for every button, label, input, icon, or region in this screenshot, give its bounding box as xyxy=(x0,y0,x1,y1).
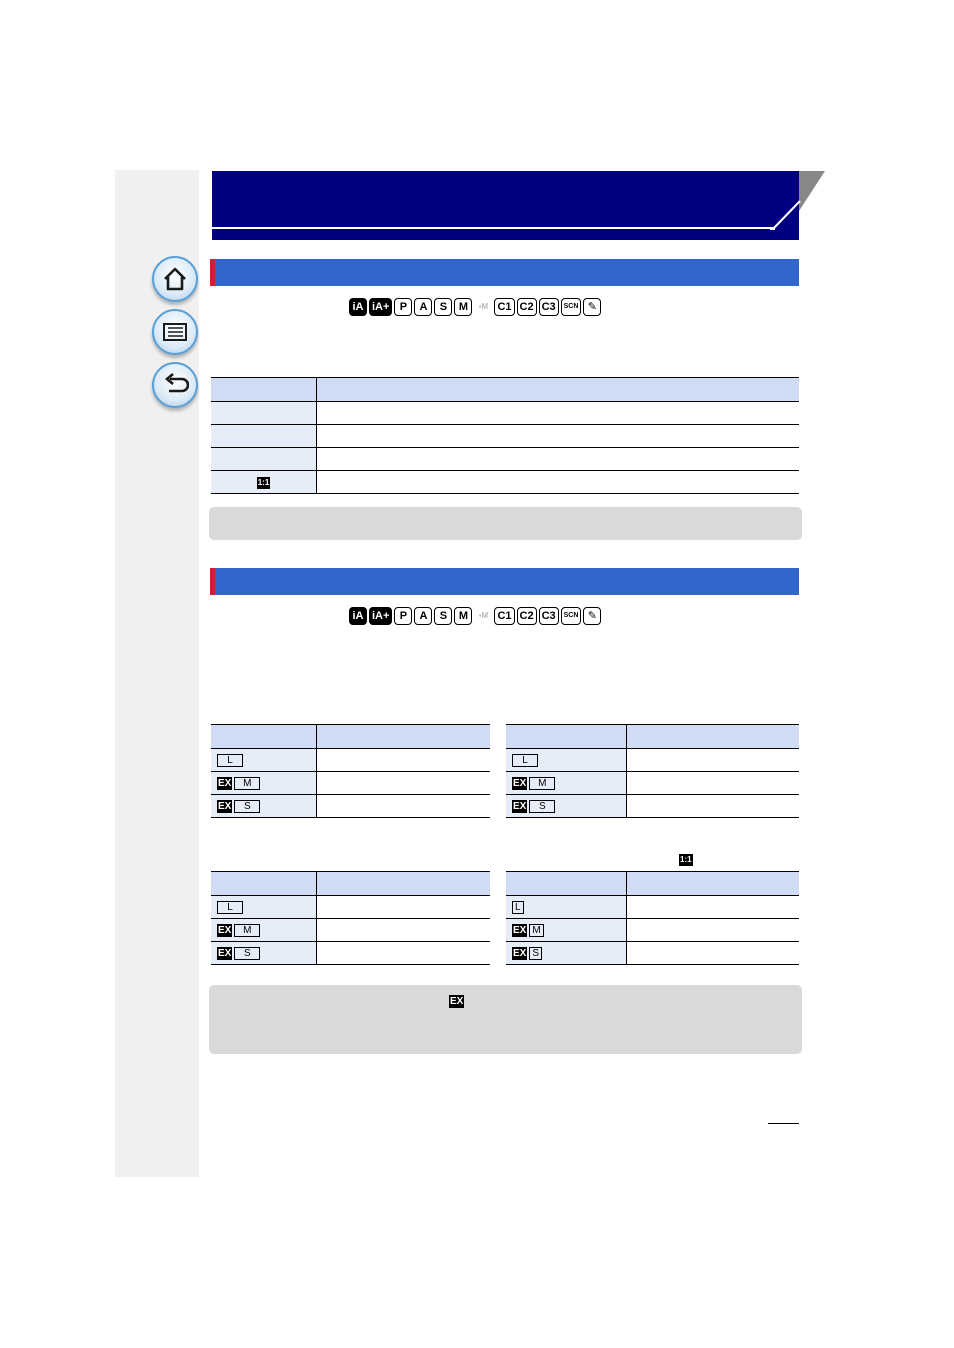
ex-icon: EX xyxy=(513,777,527,789)
table-row xyxy=(211,402,799,425)
table-row xyxy=(506,896,799,919)
mode-icons-2 xyxy=(349,606,601,625)
table-row xyxy=(506,919,799,942)
table-row xyxy=(506,942,799,965)
size-table-2 xyxy=(506,724,799,818)
ex-icon: EX xyxy=(513,800,527,812)
ex-icon: EX xyxy=(218,924,232,936)
home-button[interactable] xyxy=(152,256,198,302)
mode-ia-icon: iA xyxy=(349,298,367,316)
size-table-1 xyxy=(211,724,490,818)
note-box-1 xyxy=(209,507,802,540)
ex-icon: EX xyxy=(218,947,232,959)
ex-icon: EX xyxy=(450,996,464,1007)
mode-c1-icon: C1 xyxy=(494,298,514,316)
mode-c3-icon: C3 xyxy=(539,298,559,316)
mode-icons-1 xyxy=(349,297,601,316)
mode-ia-plus-icon: iA+ xyxy=(369,298,392,316)
note-box-2 xyxy=(209,985,802,1054)
ex-icon: EX xyxy=(218,777,232,789)
size-l-icon: L xyxy=(217,754,243,767)
table-row xyxy=(506,795,799,818)
menu-button[interactable] xyxy=(152,309,198,355)
size-m-icon: M xyxy=(529,924,543,937)
table-row xyxy=(211,795,490,818)
size-m-icon: M xyxy=(234,924,260,937)
page-number-rule xyxy=(768,1123,799,1124)
table-row xyxy=(211,425,799,448)
ex-icon: EX xyxy=(513,924,527,936)
ex-icon: EX xyxy=(218,800,232,812)
header-rule xyxy=(212,227,774,229)
mode-ia-icon: iA xyxy=(349,607,367,625)
mode-c3-icon: C3 xyxy=(539,607,559,625)
mode-movie-icon: ▪M xyxy=(474,607,492,625)
size-l-icon: L xyxy=(217,901,243,914)
table-row xyxy=(211,772,490,795)
table-row xyxy=(211,749,490,772)
size-s-icon: S xyxy=(529,800,555,813)
ex-icon: EX xyxy=(513,947,527,959)
mode-creative-icon: ✎ xyxy=(583,607,601,625)
mode-c2-icon: C2 xyxy=(517,298,537,316)
size-l-icon: L xyxy=(512,901,524,914)
mode-movie-icon: ▪M xyxy=(474,298,492,316)
mode-scn-icon: SCN xyxy=(561,298,582,316)
chapter-header xyxy=(212,171,799,240)
mode-m-icon: M xyxy=(454,298,472,316)
table-row xyxy=(211,448,799,471)
mode-s-icon: S xyxy=(434,298,452,316)
mode-a-icon: A xyxy=(414,607,432,625)
mode-p-icon: P xyxy=(394,298,412,316)
size-m-icon: M xyxy=(529,777,555,790)
mode-s-icon: S xyxy=(434,607,452,625)
mode-m-icon: M xyxy=(454,607,472,625)
home-icon xyxy=(161,265,189,293)
table-row xyxy=(506,772,799,795)
table-row xyxy=(211,919,490,942)
size-s-icon: S xyxy=(234,947,260,960)
size-table-4 xyxy=(506,871,799,965)
size-s-icon: S xyxy=(234,800,260,813)
table-row xyxy=(211,896,490,919)
mode-creative-icon: ✎ xyxy=(583,298,601,316)
menu-list-icon xyxy=(161,318,189,346)
header-corner-decoration xyxy=(770,171,825,241)
size-s-icon: S xyxy=(529,947,542,960)
size-m-icon: M xyxy=(234,777,260,790)
mode-c2-icon: C2 xyxy=(517,607,537,625)
size-l-icon: L xyxy=(512,754,538,767)
table-row xyxy=(211,471,799,494)
table-row xyxy=(506,749,799,772)
aspect-table xyxy=(211,377,799,494)
mode-scn-icon: SCN xyxy=(561,607,582,625)
mode-c1-icon: C1 xyxy=(494,607,514,625)
section-bar-size xyxy=(210,568,799,595)
aspect-1-1-icon: 1:1 xyxy=(257,477,270,487)
section-bar-aspect xyxy=(210,259,799,286)
mode-ia-plus-icon: iA+ xyxy=(369,607,392,625)
aspect-1-1-icon: 1:1 xyxy=(680,855,692,864)
mode-p-icon: P xyxy=(394,607,412,625)
size-table-3 xyxy=(211,871,490,965)
table-row xyxy=(211,942,490,965)
back-icon xyxy=(161,371,189,399)
mode-a-icon: A xyxy=(414,298,432,316)
back-button[interactable] xyxy=(152,362,198,408)
